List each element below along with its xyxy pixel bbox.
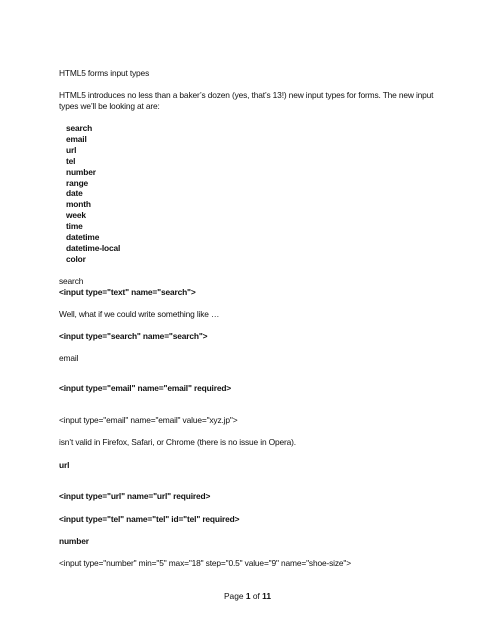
number-heading: number: [59, 536, 89, 546]
list-item: datetime: [66, 232, 100, 243]
number-code: <input type="number" min="5" max="18" step="0.5" value="9" name="shoe-size">: [59, 558, 351, 568]
footer-prefix: Page: [223, 591, 246, 601]
email-code-value: <input type="email" name="email" value="xyz.jp">: [59, 415, 238, 425]
email-invalid-paragraph: isn’t valid in Firefox, Safari, or Chrome (there is no issue in Opera).: [59, 437, 296, 447]
url-heading: url: [59, 460, 70, 470]
well-paragraph: Well, what if we could write something like …: [59, 309, 220, 319]
list-item: datetime-local: [66, 242, 121, 253]
list-item: date: [66, 188, 83, 199]
list-item: color: [66, 253, 86, 264]
list-item: tel: [66, 155, 76, 166]
list-item: time: [66, 221, 83, 232]
footer-current-page: 1: [245, 591, 251, 601]
tel-code: <input type="tel" name="tel" id="tel" required>: [59, 514, 240, 524]
list-item: number: [66, 166, 96, 177]
page-footer: [0, 591, 495, 602]
list-item: month: [66, 199, 91, 210]
document-title: HTML5 forms input types: [59, 68, 150, 78]
intro-paragraph: HTML5 introduces no less than a baker’s dozen (yes, that’s 13!) new input types for forms. The new input types we’ll be looking at are:: [59, 90, 434, 111]
search-code-text: <input type="text" name="search">: [59, 287, 196, 297]
email-code-required: <input type="email" name="email" required>: [59, 383, 232, 393]
list-item: week: [66, 210, 86, 221]
list-item: email: [66, 133, 87, 144]
list-item: search: [66, 123, 93, 133]
search-code-search: <input type="search" name="search">: [59, 331, 208, 341]
input-types-list: [66, 123, 120, 265]
footer-total-pages: 11: [262, 591, 272, 601]
search-heading: search: [59, 276, 84, 286]
url-code: <input type="url" name="url" required>: [59, 491, 211, 501]
list-item: range: [66, 177, 89, 188]
footer-of: of: [250, 591, 263, 601]
email-heading: email: [59, 353, 79, 363]
list-item: url: [66, 144, 77, 155]
